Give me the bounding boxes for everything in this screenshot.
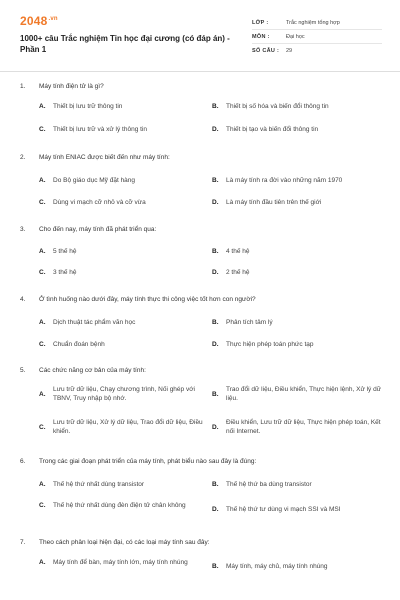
option-text: Là máy tính đầu tiên trên thế giới xyxy=(226,199,322,206)
option-text: Thiết bị lưu trữ thông tin xyxy=(53,103,123,110)
option-b[interactable]: B. Phân tích tâm lý xyxy=(212,318,372,327)
question-text: Máy tính ENIAC được biết đến như máy tính: xyxy=(39,154,170,161)
question-number: 7. xyxy=(20,539,26,546)
option-a[interactable]: A. Thế hệ thứ nhất dùng transistor xyxy=(39,480,199,489)
option-a[interactable]: A. Dịch thuật tác phẩm văn học xyxy=(39,318,199,327)
meta-class xyxy=(252,16,382,30)
option-d[interactable]: D. Thiết bị tạo và biến đổi thông tin xyxy=(212,125,372,134)
option-text: 3 thế hệ xyxy=(53,269,77,276)
option-b[interactable]: B. Máy tính, máy chủ, máy tính nhúng xyxy=(212,562,382,571)
option-a[interactable]: A. Thiết bị lưu trữ thông tin xyxy=(39,102,199,111)
option-text: Dịch thuật tác phẩm văn học xyxy=(53,319,136,326)
option-c[interactable]: C. Thiết bị lưu trữ và xử lý thông tin xyxy=(39,125,199,134)
question xyxy=(20,82,382,91)
header-divider xyxy=(0,71,400,72)
option-d[interactable]: D. Thực hiện phép toán phức tạp xyxy=(212,340,372,349)
option-c[interactable]: C. 3 thế hệ xyxy=(39,268,199,277)
question xyxy=(20,366,382,375)
option-text: Máy tính để bàn, máy tính lớn, máy tính nhúng xyxy=(53,559,188,566)
option-text: Lưu trữ dữ liệu, Xử lý dữ liệu, Trao đổi dữ liệu, Điều khiển. xyxy=(53,419,203,435)
question xyxy=(20,295,382,304)
option-text: Thế hệ thứ tư dùng vi mạch SSI và MSI xyxy=(226,506,341,513)
option-a[interactable]: A. Do Bộ giáo dục Mỹ đặt hàng xyxy=(39,176,199,185)
option-d[interactable]: D. Điều khiển, Lưu trữ dữ liệu, Thực hiện phép toán, Kết nối Internet. xyxy=(212,419,381,435)
option-text: Thiết bị lưu trữ và xử lý thông tin xyxy=(53,126,147,133)
meta-label: SỐ CÂU : xyxy=(252,48,280,54)
question-text: Ở tình huống nào dưới đây, máy tính thực thi công việc tốt hơn con người? xyxy=(39,296,256,303)
option-c[interactable]: C. Lưu trữ dữ liệu, Xử lý dữ liệu, Trao đổi dữ liệu, Điều khiển. xyxy=(39,418,207,436)
meta-count xyxy=(252,44,382,58)
question-number: 2. xyxy=(20,154,26,161)
logo-sub: .vn xyxy=(48,16,58,22)
option-a[interactable]: A. 5 thế hệ xyxy=(39,247,199,256)
question xyxy=(20,457,382,466)
option-text: Do Bộ giáo dục Mỹ đặt hàng xyxy=(53,177,136,184)
question-text: Máy tính điện tử là gì? xyxy=(39,83,104,90)
meta-value: Đại học xyxy=(286,33,305,40)
option-d[interactable]: D. Là máy tính đầu tiên trên thế giới xyxy=(212,198,372,207)
option-b[interactable]: B. Thiết bị số hóa và biến đổi thông tin xyxy=(212,102,372,111)
question xyxy=(20,538,382,547)
option-text: Là máy tính ra đời vào những năm 1970 xyxy=(226,177,343,184)
option-c[interactable]: C. Dùng vi mạch cỡ nhỏ và cỡ vừa xyxy=(39,198,199,207)
question xyxy=(20,153,382,162)
option-text: Điều khiển, Lưu trữ dữ liệu, Thực hiện phép toán, Kết nối Internet. xyxy=(226,419,381,435)
option-text: Thế hệ thứ ba dùng transistor xyxy=(226,481,312,488)
document-meta xyxy=(252,16,382,58)
option-b[interactable]: B. Là máy tính ra đời vào những năm 1970 xyxy=(212,176,372,185)
option-b[interactable]: B. 4 thế hệ xyxy=(212,247,372,256)
option-text: Thực hiện phép toán phức tạp xyxy=(226,341,314,348)
option-text: 5 thế hệ xyxy=(53,248,77,255)
question-number: 4. xyxy=(20,296,26,303)
option-text: Chuẩn đoán bệnh xyxy=(53,341,105,348)
option-text: Trao đổi dữ liệu, Điều khiển, Thực hiện lệnh, Xử lý dữ liệu. xyxy=(226,386,382,402)
option-b[interactable]: B. Trao đổi dữ liệu, Điều khiển, Thực hiện lệnh, Xử lý dữ liệu. xyxy=(212,386,382,402)
option-text: Máy tính, máy chủ, máy tính nhúng xyxy=(226,563,328,570)
option-text: Thế hệ thứ nhất dùng đèn điện tử chân không xyxy=(53,502,186,509)
question-number: 5. xyxy=(20,367,26,374)
option-c[interactable]: C. Chuẩn đoán bệnh xyxy=(39,340,199,349)
option-a[interactable]: A. Máy tính để bàn, máy tính lớn, máy tính nhúng xyxy=(39,558,204,567)
option-text: 4 thế hệ xyxy=(226,248,250,255)
option-c[interactable]: C. Thế hệ thứ nhất dùng đèn điện tử chân không xyxy=(39,501,204,510)
question-text: Các chức năng cơ bản của máy tính: xyxy=(39,367,146,374)
option-text: Phân tích tâm lý xyxy=(226,319,273,326)
meta-value: Trắc nghiệm tổng hợp xyxy=(286,19,340,26)
question-text: Trong các giai đoạn phát triển của máy tính, phát biểu nào sau đây là đúng: xyxy=(39,458,257,465)
document-header xyxy=(0,0,400,70)
option-text: Thế hệ thứ nhất dùng transistor xyxy=(53,481,145,488)
question-text: Theo cách phân loại hiện đại, có các loại máy tính sau đây: xyxy=(39,539,210,546)
question-number: 6. xyxy=(20,458,26,465)
page-title: 1000+ câu Trắc nghiệm Tin học đại cương (có đáp án) - Phần 1 xyxy=(20,34,230,54)
question-text: Cho đến nay, máy tính đã phát triển qua: xyxy=(39,226,157,233)
option-b[interactable]: B. Thế hệ thứ ba dùng transistor xyxy=(212,480,372,489)
meta-subject xyxy=(252,30,382,44)
option-text: 2 thế hệ xyxy=(226,269,250,276)
logo-main: 2048 xyxy=(20,14,48,28)
option-text: Dùng vi mạch cỡ nhỏ và cỡ vừa xyxy=(53,199,146,206)
question-number: 3. xyxy=(20,226,26,233)
meta-value: 29 xyxy=(286,48,293,54)
meta-label: MÔN : xyxy=(252,33,270,40)
option-text: Thiết bị số hóa và biến đổi thông tin xyxy=(226,103,329,110)
question-number: 1. xyxy=(20,83,26,90)
site-logo[interactable] xyxy=(20,14,58,28)
question xyxy=(20,225,382,234)
option-text: Lưu trữ dữ liệu, Chạy chương trình, Nối ghép với TBNV, Truy nhập bộ nhớ. xyxy=(53,386,195,402)
option-a[interactable]: A. Lưu trữ dữ liệu, Chạy chương trình, Nối ghép với TBNV, Truy nhập bộ nhớ. xyxy=(39,385,207,403)
option-d[interactable]: D. 2 thế hệ xyxy=(212,268,372,277)
option-d[interactable]: D. Thế hệ thứ tư dùng vi mạch SSI và MSI xyxy=(212,505,382,514)
meta-label: LỚP : xyxy=(252,19,269,26)
option-text: Thiết bị tạo và biến đổi thông tin xyxy=(226,126,319,133)
